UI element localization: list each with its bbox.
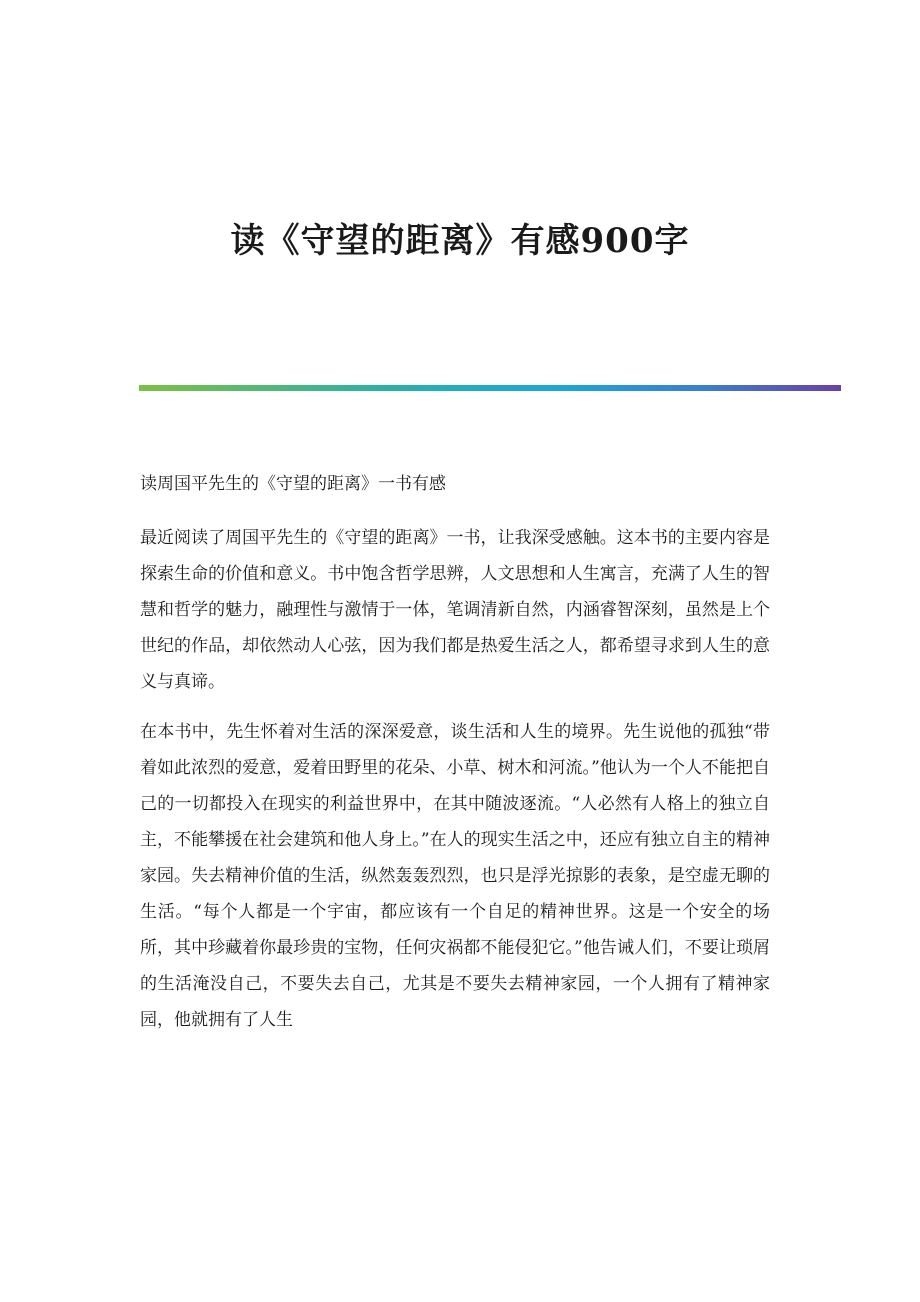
gradient-divider bbox=[139, 385, 841, 391]
document-subtitle: 读周国平先生的《守望的距离》一书有感 bbox=[140, 474, 446, 494]
paragraph-1: 最近阅读了周国平先生的《守望的距离》一书，让我深受感触。这本书的主要内容是探索生命的价值和意义。书中饱含哲学思辨，人文思想和人生寓言，充满了人生的智慧和哲学的魅力，融理性与激情于一体，笔调清新自然，内涵睿智深刻，虽然是上个世纪的作品，却依然动人心弦，因为我们都是热爱生活之人，都希望寻求到人生的意义与真谛。 bbox=[140, 528, 770, 692]
paragraph-2: 在本书中，先生怀着对生活的深深爱意，谈生活和人生的境界。先生说他的孤独“带着如此浓烈的爱意，爱着田野里的花朵、小草、树木和河流。”他认为一个人不能把自己的一切都投入在现实的利益世界中，在其中随波逐流。“人必然有人格上的独立自主，不能攀援在社会建筑和他人身上。”在人的现实生活之中，还应有独立自主的精神家园。失去精神价值的生活，纵然轰轰烈烈，也只是浮光掠影的表象，是空虚无聊的生活。“每个人都是一个宇宙，都应该有一个自足的精神世界。这是一个安全的场所，其中珍藏着你最珍贵的宝物，任何灾祸都不能侵犯它。”他告诫人们，不要让琐屑的生活淹没自己，不要失去自己，尤其是不要失去精神家园，一个人拥有了精神家园，他就拥有了人生 bbox=[140, 722, 770, 1030]
document-body bbox=[140, 466, 770, 1052]
document-title: 读《守望的距离》有感900字 bbox=[230, 221, 690, 261]
